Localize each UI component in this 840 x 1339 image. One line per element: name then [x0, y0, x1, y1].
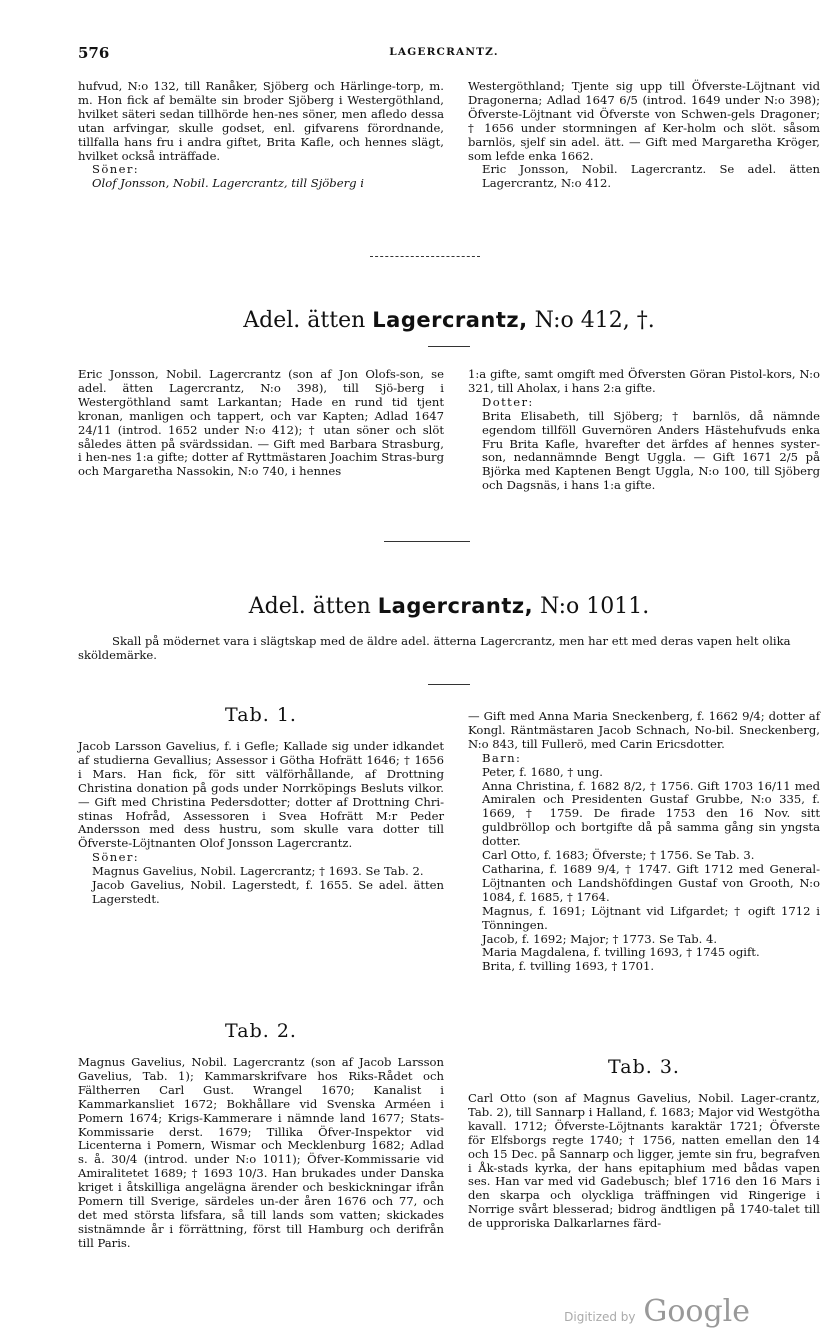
child-magnus: Magnus, f. 1691; Löjtnant vid Lifgardet; † ogift 1712 i Tönningen.	[482, 903, 820, 932]
tab2-heading: Tab. 2.	[225, 1020, 297, 1042]
remarriage-text: 1:a gifte, samt omgift med Öfversten Göran Pistol-kors, N:o 321, till Aholax, i hans 2:a gifte.	[468, 367, 820, 395]
digitized-watermark	[564, 1294, 750, 1329]
marriage-text: — Gift med Anna Maria Sneckenberg, f. 1662 9/4; dotter af Kongl. Räntmästaren Jacob Schnach, No-bil. Sneckenberg, N:o 843, till Fullerö, med Carin Ericsdotter.	[468, 709, 820, 751]
carl-otto-entry: Carl Otto (son af Magnus Gavelius, Nobil. Lager-crantz, Tab. 2), till Sannarp i Halland, f. 1683; Major vid Westgötha kavall. 1712; Öfverste-Löjtnants karaktär 1721; Öfverste för Elfsborgs regte 1740; † 1756, natten emellan den 14 och 15 Dec. på Sannarp och ligger, jemte sin fru, begrafven i Åk-stads kyrka, der hans epitaphium med bådas vapen ses. Han var med vid Gadebusch; blef 1716 den 16 Mars i den skarpa och olyckliga träffningen vid Ringerige i Norrige svårt blesserad; bidrog ändtligen på 1740-talet till de upproriska Dalkarlarnes färd-	[468, 1091, 820, 1231]
tab3-heading: Tab. 3.	[608, 1056, 680, 1078]
barn-heading: Barn:	[482, 750, 522, 765]
tab1-soner-heading: Söner:	[92, 850, 140, 865]
section-title-1011	[78, 594, 820, 619]
page-header	[78, 44, 810, 64]
olof-entry: Olof Jonsson, Nobil. Lagercrantz, till Sjöberg i	[92, 176, 364, 191]
brita-elisabeth-entry: Brita Elisabeth, till Sjöberg; † barnlös, då nämnde egendom tillföll Guvernören Anders Hästehufvuds enka Fru Brita Kafle, hvarefter det ärfdes af hennes syster-son, nedannämnde Bengt Uggla. — Gift 1671 2/5 på Björka med Kaptenen Bengt Uggla, N:o 100, till Sjöberg och Dagsnäs, i hans 1:a gifte.	[482, 408, 820, 493]
intro-text: Skall på mödernet vara i slägtskap med de äldre adel. ätterna Lagercrantz, men har ett med deras vapen helt olika sköldemärke.	[78, 634, 791, 662]
section-title-412	[78, 308, 820, 333]
title-name-2: Lagercrantz,	[377, 594, 534, 618]
title-prefix: Adel. ätten	[243, 308, 366, 333]
section1011-intro	[78, 634, 818, 662]
title-prefix-2: Adel. ätten	[248, 594, 371, 619]
top-left-column	[78, 80, 444, 191]
section-divider-2	[384, 541, 470, 542]
jacob-entry: Jacob Gavelius, Nobil. Lagerstedt, f. 1655. Se adel. ätten Lagerstedt.	[92, 878, 444, 906]
section412-left	[78, 368, 444, 479]
tab1-column	[78, 740, 444, 907]
tab2-column	[78, 1056, 444, 1251]
child-catharina: Catharina, f. 1689 9/4, † 1747. Gift 1712 med General-Löjtnanten och Landshöfdingen Gustaf von Grooth, N:o 1084, f. 1685, † 1764.	[482, 861, 820, 904]
title-suffix-2: N:o 1011.	[540, 594, 650, 619]
intro-underline	[428, 684, 470, 685]
child-jacob: Jacob, f. 1692; Major; † 1773. Se Tab. 4.	[482, 931, 718, 946]
magnus-gavelius-entry: Magnus Gavelius, Nobil. Lagercrantz (son af Jacob Larsson Gavelius, Tab. 1); Kammarskrifvare hos Riks-Rådet och Fältherren Carl Gust. Wrangel 1670; Kanalist i Kammarkansliet 1672; Bokhållare vid Svenska Arméen i Pomern 1674; Krigs-Kammerare i nämnde land 1677; Stats-Kommissarie derst. 1679; Tillika Öfver-Inspektor vid Licenterna i Pomern, Wismar och Mecklenburg 1682; Adlad s. å. 30/4 (introd. under N:o 1011); Öfver-Kommissarie vid Amiralitetet 1689; † 1693 10/3. Han brukades under Danska kriget i åtskilliga angelägna ärender och beskickningar ifrån Pomern till Sverige, särdeles un-der åren 1676 och 77, och det med största lifsfara, så till lands som vatten; skickades sistnämnde år i förrättning, först till Hamburg och derifrån till Paris.	[78, 1055, 444, 1250]
continuation-paragraph: hufvud, N:o 132, till Ranåker, Sjöberg och Härlinge-torp, m. m. Hon fick af bemälte sin broder Sjöberg i Westergöthland, hvilket säteri sedan tillhörde hen-nes söner, men afledo dessa utan arfvingar, skulle godset, enl. gifvarens förordnande, tillfalla hans fru i andra giftet, Brita Kafle, och hennes slägt, hvilket också inträffade.	[78, 79, 444, 163]
title-name: Lagercrantz,	[372, 308, 528, 332]
eric-jonsson-entry: Eric Jonsson, Nobil. Lagercrantz (son af Jon Olofs-son, se adel. ätten Lagercrantz, N:o 398), till Sjö-berg i Westergöthland samt Larkantan; Hade en rund tid tjent kronan, manligen och tappert, och var Kapten; Adlad 1647 24/11 (introd. 1652 under N:o 412); † utan söner och slöt således ätten på svärdssidan. — Gift med Barbara Strasburg, i hen-nes 1:a gifte; dotter af Ryttmästaren Joachim Stras-burg och Margaretha Nassokin, N:o 740, i hennes	[78, 367, 444, 479]
section-divider	[370, 256, 480, 257]
child-carl-otto: Carl Otto, f. 1683; Öfverste; † 1756. Se Tab. 3.	[482, 848, 755, 863]
continuation-paragraph-right: Westergöthland; Tjente sig upp till Öfverste-Löjtnant vid Dragonerna; Adlad 1647 6/5 (introd. 1649 under N:o 398); Öfverste-Löjtnant vid Öfverste von Schwen-gels Dragoner; † 1656 under stormningen af Ker-holm och slöt. såsom barnlös, sjelf sin adel. ätt. — Gift med Margaretha Kröger, som lefde enka 1662.	[468, 79, 820, 163]
section412-right	[468, 368, 820, 493]
google-logo: Google	[643, 1294, 750, 1329]
title-underline	[428, 346, 470, 347]
child-maria-magdalena: Maria Magdalena, f. tvilling 1693, † 1745 ogift.	[482, 945, 760, 960]
top-right-column	[468, 80, 820, 191]
magnus-entry: Magnus Gavelius, Nobil. Lagercrantz; † 1693. Se Tab. 2.	[92, 864, 424, 879]
tab3-column	[468, 1092, 820, 1231]
tab2-continued	[468, 710, 820, 974]
tab1-heading: Tab. 1.	[225, 704, 297, 726]
soner-heading: Söner:	[92, 162, 140, 177]
title-suffix: N:o 412, †.	[534, 308, 655, 333]
child-peter: Peter, f. 1680, † ung.	[482, 764, 603, 779]
child-brita: Brita, f. tvilling 1693, † 1701.	[482, 959, 655, 974]
page-number: 576	[78, 44, 110, 62]
jacob-larsson-entry: Jacob Larsson Gavelius, f. i Gefle; Kallade sig under idkandet af studierna Gevallius; Assessor i Götha Hofrätt 1646; † 1656 i Mars. Han fick, för sitt välförhållande, af Drottning Christina donation på gods under Norrköpings Besluts vilkor. — Gift med Christina Pedersdotter; dotter af Drottning Chri-stinas Hofråd, Assessoren i Svea Hofrätt M:r Peder Andersson med dess hustru, som skulle vara dotter till Öfverste-Löjtnanten Olof Jonsson Lagercrantz.	[78, 739, 444, 851]
dotter-heading: Dotter:	[482, 394, 534, 409]
child-anna-christina: Anna Christina, f. 1682 8/2, † 1756. Gift 1703 16/11 med Amiralen och Presidenten Gustaf Grubbe, N:o 335, f. 1669, † 1759. De firade 1753 den 16 Nov. sitt guldbröllop och bortgifte då på samma gång sin yngsta dotter.	[482, 778, 820, 849]
running-head: LAGERCRANTZ.	[389, 46, 499, 58]
digitized-label: Digitized by	[564, 1310, 636, 1324]
eric-reference: Eric Jonsson, Nobil. Lagercrantz. Se adel. ätten Lagercrantz, N:o 412.	[482, 162, 820, 191]
